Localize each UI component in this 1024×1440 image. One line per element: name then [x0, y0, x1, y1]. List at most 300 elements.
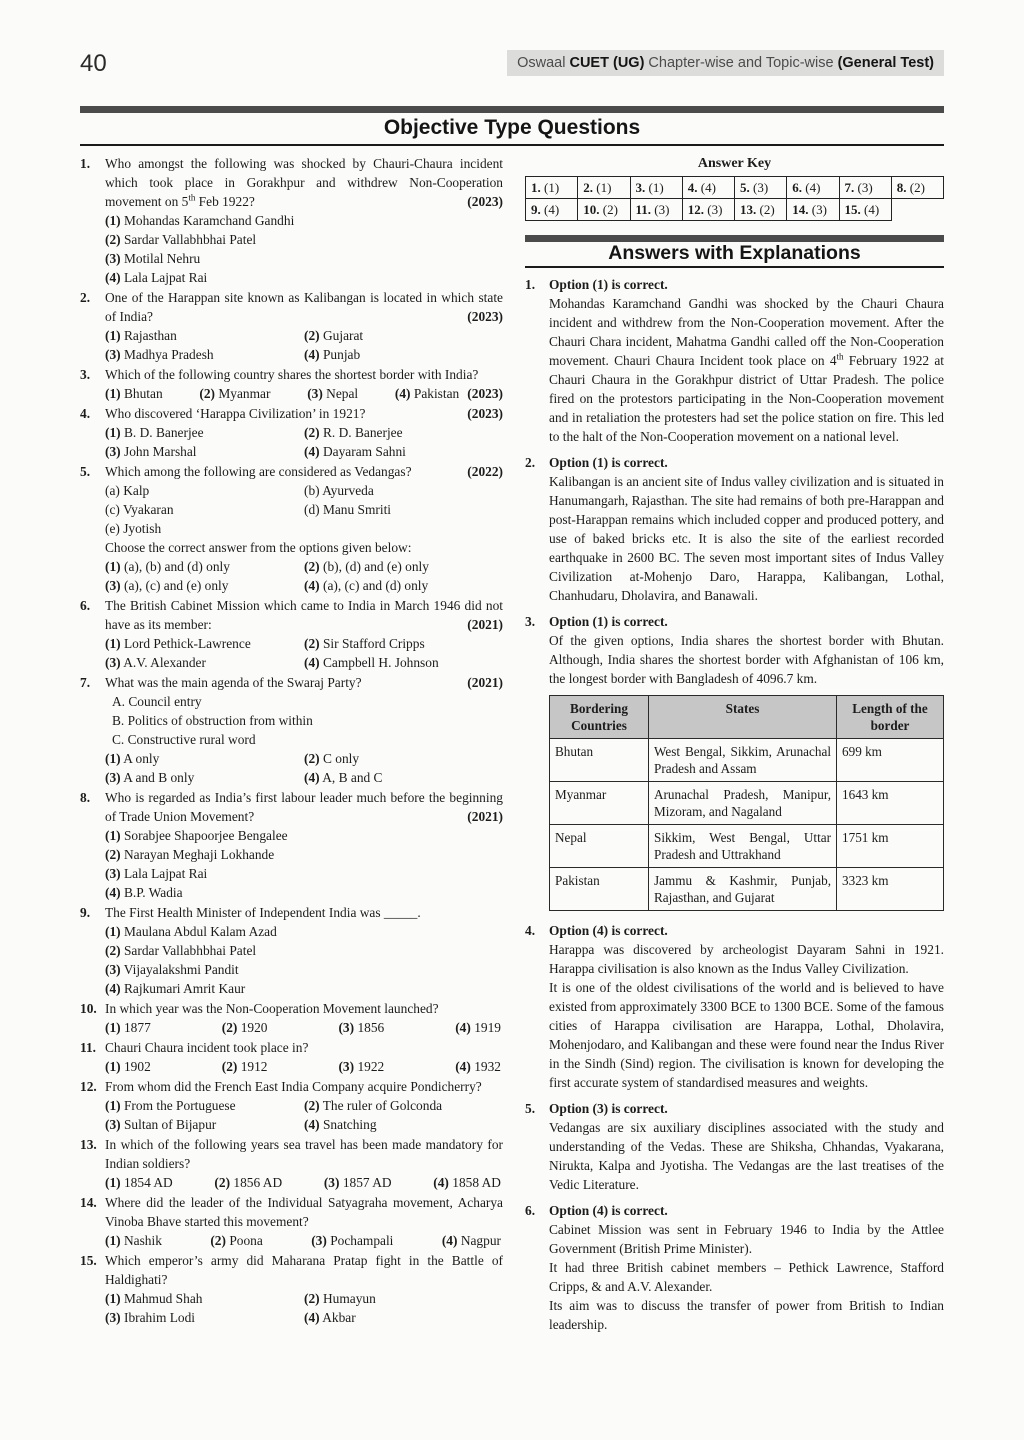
option-label: (1): [105, 751, 121, 766]
border-table-row: [550, 782, 944, 825]
option: (1) Lord Pethick-Lawrence: [105, 636, 251, 651]
explanation-item: [525, 1201, 944, 1334]
option: (4) A, B and C: [304, 770, 383, 785]
badge-bold-cuet: CUET (UG): [569, 55, 645, 71]
question-year: (2023): [467, 194, 503, 209]
option: (1) Rajasthan: [105, 328, 177, 343]
question-body: [105, 288, 503, 364]
option-label: (4): [304, 347, 320, 362]
option-label: (4): [394, 386, 411, 401]
option-label: (2): [105, 943, 121, 958]
option-label: (4): [304, 770, 320, 785]
answer-key-qnum: 2.: [583, 180, 593, 195]
border-table-cell: Nepal: [550, 825, 649, 868]
answer-key-cell: 6. (4): [787, 177, 839, 199]
option: (3) Madhya Pradesh: [105, 347, 214, 362]
question-text: Who is regarded as India’s first labour leader much before the beginning of Trade Union Movement? (2021): [105, 790, 503, 824]
question-number: 9.: [80, 905, 91, 920]
answer-key-cell: 2. (1): [578, 177, 630, 199]
option: (4) Dayaram Sahni: [304, 444, 406, 459]
question-options: [105, 211, 503, 287]
option-label: (2): [304, 1098, 320, 1113]
explanation-heading: Option (1) is correct.: [549, 277, 668, 292]
option: (1) Nashik: [105, 1233, 162, 1248]
explanation-item: [525, 1099, 944, 1194]
question-text: Which of the following country shares the shortest border with India? (2023): [105, 367, 503, 401]
option: (2) Humayun: [304, 1291, 376, 1306]
page-number: 40: [80, 50, 107, 77]
question-body: [105, 1193, 503, 1250]
option-label: (2): [210, 1233, 226, 1248]
option: (3) Nepal: [307, 386, 359, 401]
question-item: [80, 596, 503, 672]
option-label: (3): [105, 251, 121, 266]
question-year: (2023): [467, 406, 503, 421]
option-label: (4): [105, 885, 121, 900]
explanation-body: [549, 275, 944, 446]
option: (2) Myanmar: [199, 386, 271, 401]
option: (1) Mahmud Shah: [105, 1291, 203, 1306]
answer-key-qnum: 3.: [635, 180, 646, 195]
explanation-body: [549, 921, 944, 1092]
border-table-cell: Pakistan: [550, 868, 649, 911]
question-item: [80, 404, 503, 461]
option-label: (1): [105, 1098, 121, 1113]
explanation-number: 4.: [525, 923, 536, 938]
question-options: [105, 826, 503, 902]
explanation-body: [549, 1201, 944, 1334]
option: (2) Narayan Meghaji Lokhande: [105, 847, 275, 862]
border-table-cell: Bhutan: [550, 739, 649, 782]
question-options: [105, 922, 503, 998]
option-label: (4): [455, 1020, 471, 1035]
question-options: [105, 1018, 503, 1037]
option-label: (4): [433, 1175, 449, 1190]
answer-key-row: [526, 199, 944, 221]
answer-key-row: [526, 177, 944, 199]
badge-bold-general-test: (General Test): [837, 55, 934, 71]
option-label: (3): [105, 866, 121, 881]
option: (3) Pochampali: [311, 1233, 394, 1248]
option-label: (1): [105, 386, 121, 401]
border-table-cell: Arunachal Pradesh, Manipur, Mizoram, and Nagaland: [649, 782, 837, 825]
option: (4) Rajkumari Amrit Kaur: [105, 981, 246, 996]
option: (1) 1877: [105, 1020, 151, 1035]
option-label: (3): [311, 1233, 327, 1248]
option-label: (4): [105, 981, 121, 996]
content-columns: [80, 154, 944, 1334]
question-note: Choose the correct answer from the options given below:: [105, 540, 412, 555]
answer-key-title: Answer Key: [697, 156, 772, 171]
answer-key-qnum: 1.: [531, 180, 541, 195]
question-year: (2021): [467, 617, 503, 632]
option-label: (2): [304, 328, 320, 343]
option-label: (2): [304, 636, 320, 651]
option: (2) Gujarat: [304, 328, 364, 343]
option: (2) C only: [304, 751, 360, 766]
question-options: [105, 1289, 503, 1327]
option: (4) 1932: [455, 1059, 501, 1074]
option-label: (1): [105, 828, 121, 843]
sub-option: (b) Ayurveda: [304, 483, 374, 498]
border-table-header-cell: States: [649, 696, 837, 739]
question-sub-options: [105, 481, 503, 538]
question-options: [105, 1173, 503, 1192]
option: (1) A only: [105, 751, 160, 766]
question-text: Which among the following are considered as Vedangas? (2022): [105, 464, 503, 479]
question-number: 10.: [80, 1001, 97, 1016]
question-item: [80, 154, 503, 287]
option: (2) The ruler of Golconda: [304, 1098, 443, 1113]
option: (4) Snatching: [304, 1117, 377, 1132]
question-body: [105, 1038, 503, 1076]
explanation-paragraph: Its aim was to discuss the transfer of power from British to Indian leadership.: [549, 1298, 944, 1332]
answers-title: Answers with Explanations: [525, 244, 944, 268]
answer-key-cell: 13. (2): [735, 199, 787, 221]
answer-key-cell: 15. (4): [839, 199, 891, 221]
option-label: (4): [304, 655, 320, 670]
question-number: 13.: [80, 1137, 97, 1152]
option-label: (1): [105, 924, 121, 939]
question-number: 12.: [80, 1079, 97, 1094]
option: (3) 1857 AD: [323, 1175, 392, 1190]
answer-key-qnum: 12.: [687, 202, 704, 217]
option: (4) Punjab: [304, 347, 361, 362]
option: (4) Akbar: [304, 1310, 356, 1325]
option-label: (3): [338, 1020, 355, 1035]
answer-key-cell: 11. (3): [630, 199, 682, 221]
question-options: [105, 634, 503, 672]
question-number: 2.: [80, 290, 91, 305]
question-body: [105, 903, 503, 998]
option-label: (4): [304, 1310, 320, 1325]
option: (4) Lala Lajpat Rai: [105, 270, 208, 285]
border-table-cell: Jammu & Kashmir, Punjab, Rajasthan, and Gujarat: [649, 868, 837, 911]
border-table-cell: Sikkim, West Bengal, Uttar Pradesh and Uttrakhand: [649, 825, 837, 868]
option: (1) B. D. Banerjee: [105, 425, 204, 440]
question-options: [105, 1057, 503, 1076]
option-label: (4): [455, 1059, 471, 1074]
option: (1) Mohandas Karamchand Gandhi: [105, 213, 295, 228]
border-table-cell: 3323 km: [837, 868, 944, 911]
option-label: (1): [105, 213, 121, 228]
explanation-body: [549, 453, 944, 605]
option: (3) A and B only: [105, 770, 195, 785]
option-label: (2): [214, 1175, 231, 1190]
option: (2) Sir Stafford Cripps: [304, 636, 425, 651]
option-label: (3): [105, 444, 121, 459]
option-label: (2): [304, 1291, 320, 1306]
option-label: (1): [105, 1291, 121, 1306]
answer-key-cell: 12. (3): [682, 199, 734, 221]
explanation-item: [525, 612, 944, 914]
explanation-item: [525, 453, 944, 605]
question-options: [105, 749, 503, 787]
answer-key-qnum: 6.: [792, 180, 802, 195]
option-label: (1): [105, 425, 121, 440]
option-label: (3): [105, 578, 121, 593]
answers-title-top-bar: [525, 235, 944, 242]
question-number: 5.: [80, 464, 91, 479]
option: (2) 1920: [221, 1020, 268, 1035]
answer-key-qnum: 7.: [844, 180, 855, 195]
question-text: Chauri Chaura incident took place in?: [105, 1040, 309, 1055]
answer-key-cell: 7. (3): [839, 177, 891, 199]
answer-key-qnum: 8.: [896, 180, 907, 195]
question-text: In which year was the Non-Cooperation Movement launched?: [105, 1001, 439, 1016]
section-title: Objective Type Questions: [80, 116, 944, 146]
question-number: 1.: [80, 156, 91, 171]
question-body: [105, 462, 503, 595]
option-label: (3): [338, 1059, 355, 1074]
option: (3) Lala Lajpat Rai: [105, 866, 208, 881]
option-label: (2): [199, 386, 216, 401]
question-year: (2023): [467, 386, 503, 401]
question-item: [80, 288, 503, 364]
question-statement: B. Politics of obstruction from within: [112, 713, 313, 728]
explanation-heading: Option (4) is correct.: [549, 1203, 668, 1218]
question-item: [80, 788, 503, 902]
border-table-cell: Myanmar: [550, 782, 649, 825]
question-text: What was the main agenda of the Swaraj Party? (2021): [105, 675, 503, 690]
option: (1) Maulana Abdul Kalam Azad: [105, 924, 277, 939]
option-label: (3): [307, 386, 323, 401]
question-statement: C. Constructive rural word: [112, 732, 256, 747]
question-body: [105, 154, 503, 287]
explanation-paragraph: Mohandas Karamchand Gandhi was shocked by the Chauri Chaura incident and withdrew from the Non-Cooperation movement. After the Chauri Chara incident, Mahatma Gandhi called off the Non-Cooperation movement. Chauri Chaura Incident took place on 4th February 1922 at Chauri Chaura in the Gorakhpur district of Uttar Pradesh. The police fired on the protestors participating in the Non-Cooperation movement and in retaliation the protesters had set the police station on fire. This led to the halt of the Non-Cooperation movement on a national level.: [549, 296, 945, 444]
option-label: (2): [105, 847, 121, 862]
explanation-paragraph: It is one of the oldest civilisations of the world and is believed to have existed from approximately 3300 BCE to 1300 BCE. Some of the famous cities of Harappa civilisation are Harappa, Lothal, Dholavira, Mohenjodaro, and Kalibangan and these were found near the Indus River in the Sindh (Sind) region. The civilisation is known for developing the first accurate system of standardised measures and weights.: [549, 980, 944, 1090]
question-statement: A. Council entry: [112, 694, 202, 709]
explanation-paragraph: Of the given options, India shares the shortest border with Bhutan. Although, India shares the shortest border with Afghanistan of 106 km, the longest border with Bangladesh of 4096.7 km.: [549, 633, 944, 686]
question-number: 11.: [80, 1040, 96, 1055]
option: (3) (a), (c) and (e) only: [105, 578, 229, 593]
answer-key-table: [525, 176, 944, 221]
question-number: 3.: [80, 367, 91, 382]
option: (4) Campbell H. Johnson: [304, 655, 439, 670]
border-table-header-row: [550, 696, 944, 739]
question-text: Where did the leader of the Individual Satyagraha movement, Acharya Vinoba Bhave started this movement?: [105, 1195, 503, 1229]
question-item: [80, 365, 503, 403]
sub-option: (a) Kalp: [105, 483, 150, 498]
explanation-number: 2.: [525, 455, 536, 470]
question-body: [105, 404, 503, 461]
answer-key-qnum: 4.: [687, 180, 698, 195]
explanation-heading: Option (1) is correct.: [549, 614, 668, 629]
option: (3) Ibrahim Lodi: [105, 1310, 196, 1325]
explanation-item: [525, 921, 944, 1092]
explanation-heading: Option (4) is correct.: [549, 923, 668, 938]
question-text: One of the Harappan site known as Kalibangan is located in which state of India? (2023): [105, 290, 503, 324]
border-table-header-cell: Bordering Countries: [550, 696, 649, 739]
option-label: (4): [304, 578, 320, 593]
sub-option: (e) Jyotish: [105, 521, 162, 536]
option-label: (4): [441, 1233, 458, 1248]
option-label: (1): [105, 1233, 121, 1248]
question-body: [105, 999, 503, 1037]
option: (4) (a), (c) and (d) only: [304, 578, 429, 593]
answer-key-cell: 1. (1): [526, 177, 578, 199]
explanation-paragraph: Vedangas are six auxiliary disciplines associated with the study and understanding of the Vedas. These are Shiksha, Chhandas, Vyakarana, Nirukta, Kalpa and Jyotisha. The Vedangas are the last treatises of the Vedic Literature.: [549, 1120, 944, 1192]
option: (4) 1858 AD: [433, 1175, 501, 1190]
answer-key-cell: 9. (4): [526, 199, 578, 221]
border-length-table: [549, 695, 944, 911]
question-item: [80, 1038, 503, 1076]
option: (2) 1912: [221, 1059, 268, 1074]
option: (2) Sardar Vallabhbhai Patel: [105, 943, 257, 958]
superscript: th: [188, 192, 196, 203]
question-item: [80, 1135, 503, 1192]
border-table-cell: 1643 km: [837, 782, 944, 825]
explanation-paragraph: Kalibangan is an ancient site of Indus valley civilization and is situated in Hanumangarh, Rajasthan. The site had remains of both pre-Harappan and post-Harappan remains which included copper and produced pottery, and use of baked bricks etc. It is also the site of the earliest recorded earthquake in 2600 BC. The seven most important sites of Indus Valley Civilization at-Mohenjo Daro, Harappa, Kalibangan, Lothal, Chanhudaru, Dholavira, and Banawali.: [549, 474, 944, 603]
option-label: (1): [105, 1020, 121, 1035]
question-number: 6.: [80, 598, 91, 613]
answer-key-cell: 4. (4): [682, 177, 734, 199]
explanation-item: [525, 275, 944, 446]
option: (4) B.P. Wadia: [105, 885, 183, 900]
question-number: 14.: [80, 1195, 97, 1210]
question-item: [80, 1077, 503, 1134]
sub-option: (d) Manu Smriti: [304, 502, 392, 517]
answer-key-cell: 8. (2): [891, 177, 943, 199]
explanation-paragraph: Harappa was discovered by archeologist Dayaram Sahni in 1921. Harappa civilisation is also known as the Indus Valley Civilization.: [549, 942, 944, 976]
option: (3) John Marshal: [105, 444, 197, 459]
answer-key-qnum: 13.: [740, 202, 757, 217]
option-label: (4): [105, 270, 121, 285]
badge-text-mid: Chapter-wise and Topic-wise: [644, 55, 838, 71]
question-item: [80, 1193, 503, 1250]
option: (1) Bhutan: [105, 386, 163, 401]
questions-column: [80, 154, 503, 1334]
border-table-row: [550, 739, 944, 782]
option: (3) Motilal Nehru: [105, 251, 201, 266]
question-number: 7.: [80, 675, 91, 690]
header-badge: [507, 50, 944, 76]
option: (2) (b), (d) and (e) only: [304, 559, 429, 574]
question-body: [105, 596, 503, 672]
border-table-cell: 1751 km: [837, 825, 944, 868]
answers-column: [525, 154, 944, 1334]
question-text: Which emperor’s army did Maharana Pratap fight in the Battle of Haldighati?: [105, 1253, 503, 1287]
option-label: (3): [105, 962, 121, 977]
explanation-number: 3.: [525, 614, 536, 629]
option-label: (4): [304, 444, 320, 459]
question-body: [105, 1135, 503, 1192]
option-label: (3): [105, 347, 121, 362]
question-body: [105, 365, 503, 403]
question-options: [105, 557, 503, 595]
answer-key-qnum: 15.: [844, 202, 861, 217]
option: (2) Poona: [210, 1233, 263, 1248]
question-options: [105, 1096, 503, 1134]
border-table-header-cell: Length of the border: [837, 696, 944, 739]
question-body: [105, 1251, 503, 1327]
option-label: (3): [323, 1175, 340, 1190]
option: (1) From the Portuguese: [105, 1098, 236, 1113]
option-label: (3): [105, 770, 121, 785]
option-label: (1): [105, 636, 121, 651]
answer-key-cell: 10. (2): [578, 199, 630, 221]
option-label: (2): [304, 425, 320, 440]
option-label: (4): [304, 1117, 320, 1132]
question-year: (2022): [467, 464, 503, 479]
option-label: (2): [304, 751, 320, 766]
section-title-top-bar: [80, 106, 944, 113]
option: (3) Vijayalakshmi Pandit: [105, 962, 239, 977]
option: (1) 1854 AD: [105, 1175, 173, 1190]
explanations-list: [525, 275, 944, 1334]
question-item: [80, 673, 503, 787]
border-table-row: [550, 868, 944, 911]
badge-text: Oswaal: [517, 55, 570, 71]
option: (2) 1856 AD: [214, 1175, 283, 1190]
question-options: [105, 384, 461, 403]
question-item: [80, 903, 503, 998]
question-number: 15.: [80, 1253, 97, 1268]
answer-key-qnum: 14.: [792, 202, 809, 217]
explanation-body: [549, 612, 944, 914]
question-body: [105, 788, 503, 902]
question-text: Who amongst the following was shocked by Chauri-Chaura incident which took place in Gorakhpur and withdrew Non-Cooperation movement on 5th Feb 1922? (2023): [105, 156, 503, 209]
explanation-heading: Option (1) is correct.: [549, 455, 668, 470]
page-header: [80, 50, 944, 86]
option-label: (3): [105, 655, 121, 670]
option: (4) 1919: [455, 1020, 501, 1035]
option-label: (2): [304, 559, 320, 574]
question-body: [105, 673, 503, 787]
superscript: th: [836, 351, 844, 362]
option: (2) R. D. Banerjee: [304, 425, 403, 440]
sub-option: (c) Vyakaran: [105, 502, 174, 517]
border-table-cell: West Bengal, Sikkim, Arunachal Pradesh and Assam: [649, 739, 837, 782]
question-text: Who discovered ‘Harappa Civilization’ in 1921? (2023): [105, 406, 503, 421]
question-year: (2021): [467, 809, 503, 824]
explanation-heading: Option (3) is correct.: [549, 1101, 668, 1116]
question-text: The British Cabinet Mission which came to India in March 1946 did not have as its member: (2021): [105, 598, 503, 632]
question-body: [105, 1077, 503, 1134]
explanation-paragraph: It had three British cabinet members – Pethick Lawrence, Stafford Cripps, & and A.V. Alexander.: [549, 1260, 944, 1294]
option-label: (1): [105, 1175, 121, 1190]
question-text: In which of the following years sea travel has been made mandatory for Indian soldiers?: [105, 1137, 503, 1171]
question-text: The First Health Minister of Independent India was _____.: [105, 905, 421, 920]
answer-key-empty-cell: [891, 199, 943, 221]
answer-key-cell: 14. (3): [787, 199, 839, 221]
border-table-cell: 699 km: [837, 739, 944, 782]
question-options: [105, 423, 503, 461]
option-label: (3): [105, 1310, 121, 1325]
explanation-number: 1.: [525, 277, 536, 292]
question-options: [105, 326, 503, 364]
border-table-row: [550, 825, 944, 868]
explanation-number: 6.: [525, 1203, 536, 1218]
question-options: [105, 1231, 503, 1250]
question-year: (2021): [467, 675, 503, 690]
option-label: (1): [105, 559, 121, 574]
answer-key-qnum: 5.: [740, 180, 750, 195]
question-number: 4.: [80, 406, 91, 421]
question-item: [80, 1251, 503, 1327]
question-year: (2023): [467, 309, 503, 324]
option: (1) (a), (b) and (d) only: [105, 559, 230, 574]
option: (3) Sultan of Bijapur: [105, 1117, 217, 1132]
option-label: (2): [221, 1059, 238, 1074]
option-label: (1): [105, 1059, 121, 1074]
explanation-paragraph: Cabinet Mission was sent in February 1946 to India by the Attlee Government (British Prime Minister).: [549, 1222, 944, 1256]
option-label: (3): [105, 1117, 121, 1132]
question-number: 8.: [80, 790, 91, 805]
answer-key-cell: 5. (3): [735, 177, 787, 199]
option-label: (2): [221, 1020, 238, 1035]
